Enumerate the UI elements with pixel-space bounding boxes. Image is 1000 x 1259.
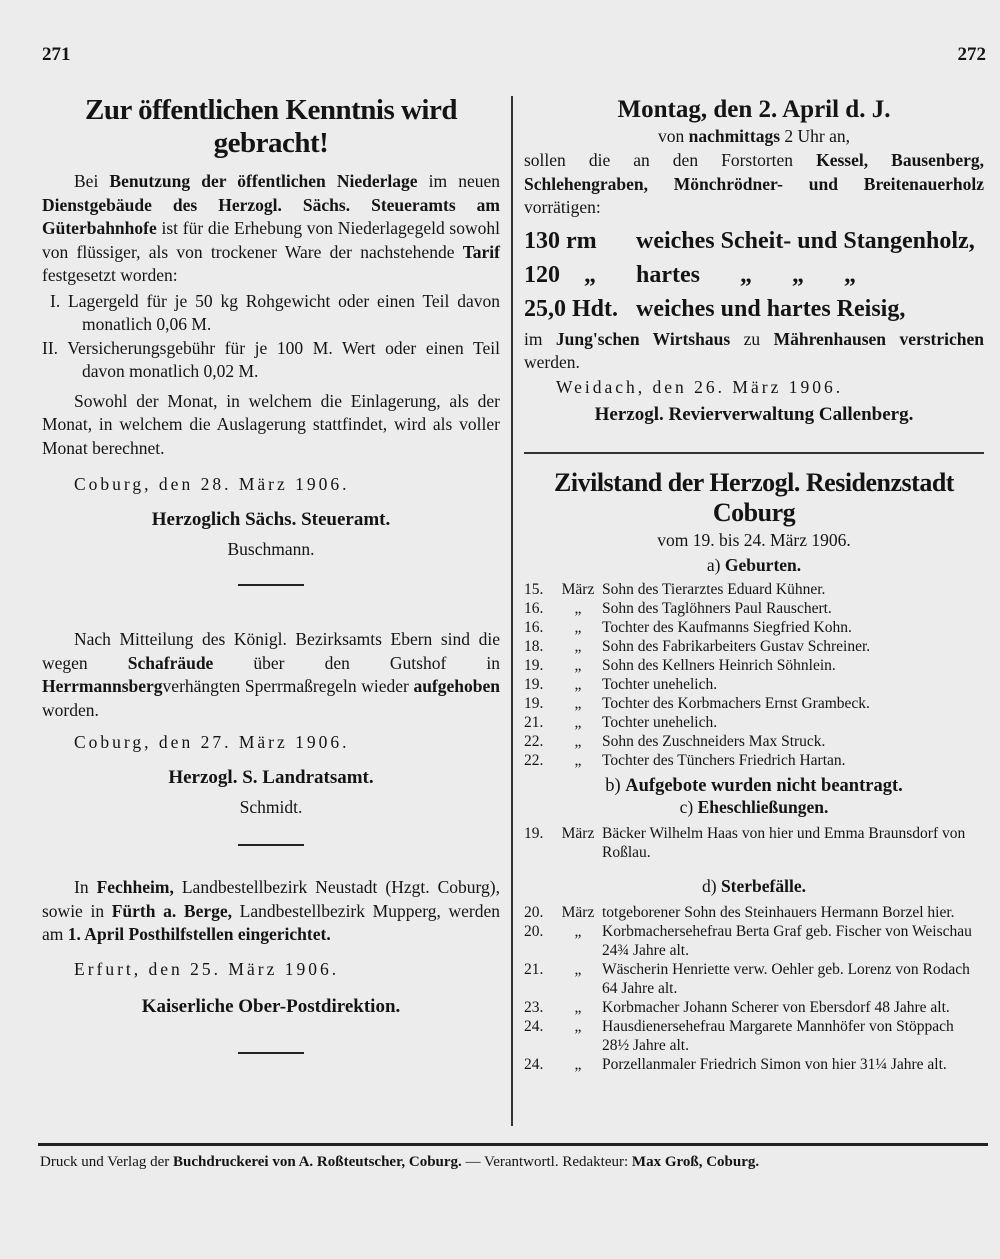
wood-description: weiches und hartes Reisig, (636, 295, 906, 322)
section-letter: d) (702, 875, 717, 896)
section-title: Geburten. (724, 554, 802, 575)
wood-description: weiches Scheit- und Stangenholz, (636, 227, 975, 254)
body-text: Nach Mitteilung des Königl. Bezirksamts Ebern sind die wegen (42, 629, 500, 673)
body-emphasis: Schafräude (127, 652, 214, 673)
separator-rule (238, 1052, 304, 1054)
death-entry (524, 903, 984, 922)
entry-month: „ (574, 960, 582, 978)
editor-name: Max Groß, Coburg. (631, 1154, 760, 1170)
entry-text: Sohn des Fabrikarbeiters Gustav Schreiner. (602, 637, 871, 655)
page-number-right: 272 (957, 44, 986, 65)
entry-day: 20. (524, 922, 544, 940)
entry-text: Bäcker Wilhelm Haas von hier und Emma Braunsdorf von Roßlau. (602, 824, 966, 861)
birth-entry (524, 618, 984, 637)
birth-entry (524, 732, 984, 751)
civil-register (524, 452, 984, 1074)
section-title: Sterbefälle. (720, 875, 806, 896)
births-heading (524, 555, 984, 576)
section-letter: c) (679, 796, 694, 817)
birth-entry (524, 637, 984, 656)
left-column (42, 92, 500, 1054)
births-table (524, 580, 984, 770)
marriage-entry (524, 824, 984, 862)
register-period: vom 19. bis 24. März 1906. (657, 529, 851, 550)
entry-month: „ (574, 713, 582, 731)
body-text: im neuen (428, 171, 501, 191)
entry-text: Wäscherin Henriette verw. Oehler geb. Lorenz von Rodach 64 Jahre alt. (602, 960, 970, 997)
entry-day: 22. (524, 732, 544, 750)
death-entry (524, 922, 984, 960)
entry-text: Porzellanmaler Friedrich Simon von hier 31¼ Jahre alt. (602, 1055, 947, 1073)
entry-text: Tochter unehelich. (602, 675, 718, 693)
imprint-text: Druck und Verlag der (40, 1154, 170, 1170)
body-emphasis: Jung'schen Wirtshaus (555, 328, 731, 349)
body-emphasis: Dienstgebäude des Herzogl. Sächs. Steueramts am Güterbahnhofe (42, 194, 500, 238)
notice-title: Zur öffentlichen Kenntnis wird gebracht! (85, 94, 457, 159)
birth-entry (524, 656, 984, 675)
body-text: In (74, 877, 89, 897)
body-emphasis: Tarif (462, 241, 500, 262)
body-emphasis: Fürth a. Berge, (111, 900, 232, 921)
death-entry (524, 998, 984, 1017)
entry-month: „ (574, 599, 582, 617)
entry-day: 21. (524, 960, 544, 978)
entry-text: Tochter des Kaufmanns Siegfried Kohn. (602, 618, 852, 636)
notice-body (42, 628, 500, 722)
deaths-table (524, 903, 984, 1074)
imprint-text: — Verantwortl. Redakteur: (465, 1154, 629, 1170)
entry-month: „ (574, 618, 582, 636)
entry-day: 18. (524, 637, 544, 655)
birth-entry (524, 599, 984, 618)
tariff-item-2: II. Versicherungsgebühr für je 100 M. Wert oder einen Teil davon monatlich 0,02 M. (42, 337, 500, 381)
body-emphasis: Fechheim, (96, 877, 174, 897)
wood-quantity: 120 (524, 261, 560, 288)
entry-day: 16. (524, 599, 544, 617)
deaths-heading (524, 876, 984, 897)
body-emphasis: Herrmannsberg (42, 676, 163, 696)
entry-month: „ (574, 732, 582, 750)
column-divider (511, 96, 513, 1126)
body-text: im (524, 328, 543, 349)
birth-entry (524, 694, 984, 713)
entry-day: 21. (524, 713, 544, 731)
place-date: Weidach, den 26. März 1906. (556, 376, 844, 397)
body-text: Bei (74, 171, 99, 191)
entry-text: Tochter des Tünchers Friedrich Hartan. (602, 751, 846, 769)
entry-month: „ (574, 922, 582, 940)
entry-month: „ (574, 1055, 582, 1073)
birth-entry (524, 751, 984, 770)
auction-location (524, 328, 984, 375)
body-text: über den Gutshof in (253, 652, 500, 673)
entry-day: 16. (524, 618, 544, 636)
marriages-table (524, 824, 984, 862)
marriages-heading (524, 797, 984, 818)
separator-rule (238, 844, 304, 846)
entry-day: 15. (524, 580, 544, 598)
entry-text: Korbmachersehefrau Berta Graf geb. Fischer von Weischau 24¾ Jahre alt. (602, 922, 972, 959)
authority-signature: Herzoglich Sächs. Steueramt. (151, 509, 391, 530)
body-text: werden. (524, 352, 580, 372)
wood-description: „ hartes „ „ „ (584, 261, 856, 288)
authority-signature: Kaiserliche Ober-Postdirektion. (141, 995, 401, 1017)
body-emphasis: 1. April Posthilfstellen eingerichtet. (67, 924, 331, 944)
body-text: worden. (42, 699, 99, 720)
wood-line-2 (524, 258, 984, 292)
entry-month: „ (574, 637, 582, 655)
entry-text: Sohn des Zuschneiders Max Struck. (602, 732, 826, 750)
wood-quantity: 130 rm (524, 227, 597, 254)
entry-month: „ (574, 694, 582, 712)
place-date: Coburg, den 28. März 1906. (74, 474, 350, 494)
entry-text: Korbmacher Johann Scherer von Ebersdorf 48 Jahre alt. (602, 998, 950, 1016)
section-letter: a) (706, 554, 721, 575)
body-emphasis: aufgehoben (413, 676, 500, 696)
entry-month: März (561, 903, 595, 921)
body-text: verhängten Sperrmaßregeln wieder (162, 676, 409, 696)
notice-customs-tariff (42, 94, 500, 560)
birth-entry (524, 713, 984, 732)
place-date: Erfurt, den 25. März 1906. (74, 958, 340, 979)
entry-day: 20. (524, 903, 544, 921)
section-letter: b) (605, 775, 621, 796)
printer-name: Buchdruckerei von A. Roßteutscher, Coburg. (173, 1154, 462, 1170)
entry-month: „ (574, 751, 582, 769)
authority-signature: Herzogl. S. Landratsamt. (168, 767, 374, 788)
entry-day: 19. (524, 656, 544, 674)
birth-entry (524, 580, 984, 599)
wood-line-1 (524, 224, 984, 258)
section-title: Eheschließungen. (697, 796, 829, 817)
notice-post-offices (42, 876, 500, 1018)
entry-text: Sohn des Tierarztes Eduard Kühner. (602, 580, 826, 598)
body-emphasis: Kessel, Bausenberg, Schlehengraben, Mönchrödner- und Breitenauerholz (524, 150, 985, 194)
entry-day: 23. (524, 998, 544, 1016)
body-text: Landbestellbezirk Mupperg, werden am (42, 900, 500, 944)
notice-body (42, 876, 500, 947)
entry-text: Tochter des Korbmachers Ernst Grambeck. (602, 694, 870, 712)
body-text: ist für die Erhebung von Niederlagegeld sowohl von flüssiger, als von trockener Ware der nachstehende (42, 218, 500, 262)
signer-name: Schmidt. (239, 797, 303, 817)
page-number-left: 271 (42, 44, 71, 65)
entry-month: März (561, 824, 595, 842)
body-text: zu (743, 328, 761, 349)
entry-month: „ (574, 1017, 582, 1035)
entry-day: 24. (524, 1017, 544, 1035)
body-text: sollen die an den Forstorten (524, 150, 794, 170)
auction-body (524, 149, 984, 220)
body-text: Landbestellbezirk Neustadt (Hzgt. Coburg), sowie in (42, 877, 501, 921)
wood-line-3 (524, 292, 984, 326)
wood-quantity: 25,0 Hdt. (524, 295, 619, 322)
body-text: von (658, 126, 685, 146)
banns-heading (524, 776, 984, 797)
tariff-item-1: I. Lagergeld für je 50 kg Rohgewicht oder einen Teil davon monatlich 0,06 M. (50, 290, 500, 334)
body-text: festgesetzt worden: (42, 265, 178, 285)
entry-month: „ (574, 998, 582, 1016)
entry-day: 19. (524, 694, 544, 712)
body-emphasis: Benutzung der öffentlichen Niederlage (109, 171, 418, 191)
entry-text: Sohn des Kellners Heinrich Söhnlein. (602, 656, 836, 674)
birth-entry (524, 675, 984, 694)
right-column (524, 92, 984, 1074)
entry-text: Hausdienersehefrau Margarete Mannhöfer von Stöppach 28½ Jahre alt. (602, 1017, 954, 1054)
notice-wood-auction (524, 96, 984, 426)
entry-day: 19. (524, 824, 544, 842)
entry-day: 22. (524, 751, 544, 769)
body-text: 2 Uhr an, (784, 126, 850, 146)
body-emphasis: Mährenhausen verstrichen (773, 328, 985, 349)
death-entry (524, 960, 984, 998)
entry-text: Sohn des Taglöhners Paul Rauschert. (602, 599, 832, 617)
notice-sheep-scab (42, 628, 500, 818)
entry-month: März (561, 580, 595, 598)
entry-day: 19. (524, 675, 544, 693)
notice-body (42, 170, 500, 288)
death-entry (524, 1055, 984, 1074)
entry-text: totgeborener Sohn des Steinhauers Hermann Borzel hier. (602, 903, 955, 921)
body-text: vorrätigen: (524, 197, 601, 217)
section-title: Aufgebote wurden nicht beantragt. (625, 775, 903, 796)
death-entry (524, 1017, 984, 1055)
body-emphasis: nachmittags (688, 126, 781, 146)
auction-time (524, 126, 984, 147)
notice-paragraph-2: Sowohl der Monat, in welchem die Einlagerung, als der Monat, in welchem die Auslagerung stattfindet, wird als voller Monat berechnet. (42, 390, 500, 458)
signer-name: Buschmann. (227, 539, 315, 559)
entry-month: „ (574, 675, 582, 693)
footer-rule (38, 1143, 988, 1146)
entry-month: „ (574, 656, 582, 674)
imprint-footer (40, 1154, 988, 1171)
entry-day: 24. (524, 1055, 544, 1073)
authority-signature: Herzogl. Revierverwaltung Callenberg. (594, 403, 914, 425)
separator-rule (238, 584, 304, 586)
register-title: Zivilstand der Herzogl. Residenzstadt Coburg (554, 467, 954, 527)
place-date: Coburg, den 27. März 1906. (74, 732, 350, 752)
auction-title: Montag, den 2. April d. J. (617, 96, 891, 123)
entry-text: Tochter unehelich. (602, 713, 718, 731)
